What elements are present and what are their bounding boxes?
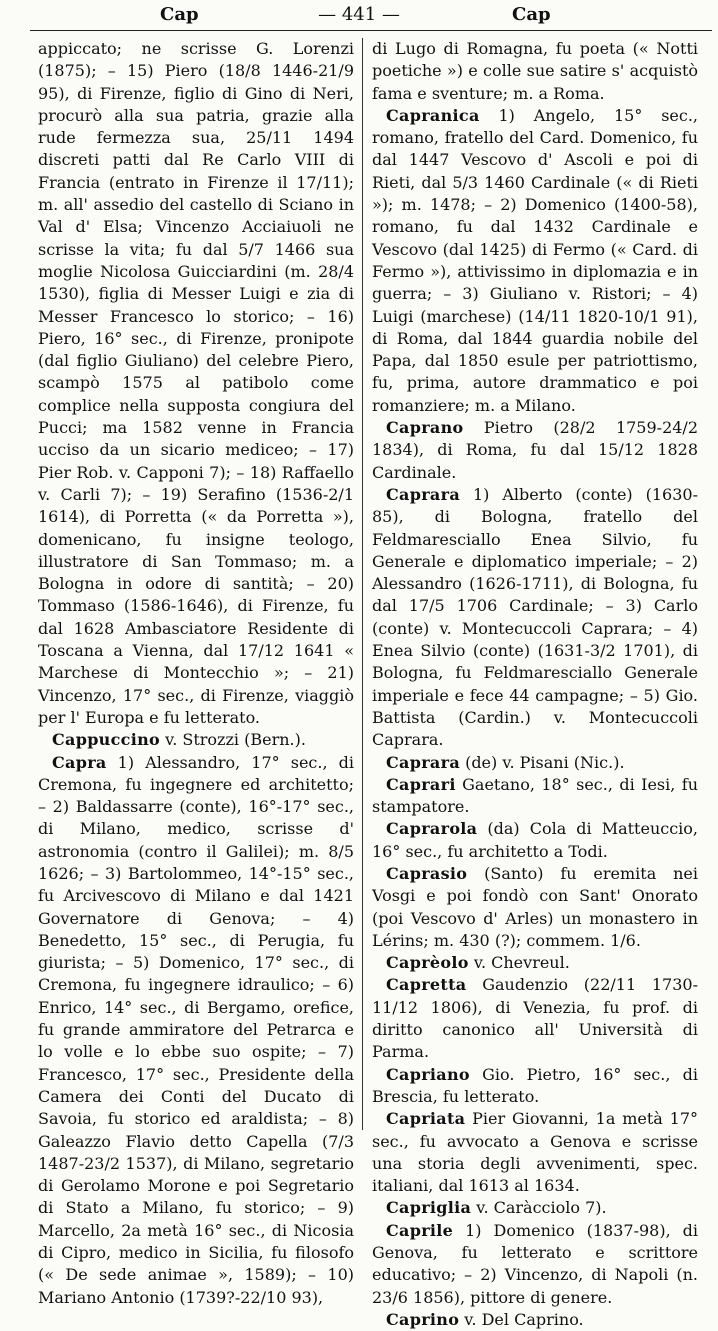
entry-headword: Caprano bbox=[386, 418, 464, 438]
entry-text: 1) Angelo, 15° sec., romano, fratello del Card. Domenico, fu dal 1447 Vescovo d' Ascoli e poi di Rieti, dal 5/3 1460 Cardinale (« di Rieti »); m. 1478; – 2) Domenico (1400-58), romano, fu dal 1432 Cardinale e Vescovo (dal 1425) di Fermo (« Card. di Fermo »), attivissimo in diplomazia e in guerra; – 3) Giuliano v. Ristori; – 4) Luigi (marchese) (14/11 1820-10/1 91), di Roma, dal 1844 guardia nobile del Papa, dal 1850 esule per patriottismo, fu, prima, autore drammatico e poi romanziere; m. a Milano. bbox=[372, 105, 698, 415]
entry-text: v. Strozzi (Bern.). bbox=[159, 730, 306, 750]
left-column bbox=[38, 38, 354, 1307]
entry-text: Gaetano, 18° sec., di Iesi, fu stampatore. bbox=[372, 774, 698, 817]
entry-headword: Capra bbox=[52, 752, 107, 772]
entry-text: appiccato; ne scrisse G. Lorenzi (1875); – 15) Piero (18/8 1446-21/9 95), di Firenze, figlio di Gino di Neri, procurò alla sua patria, grazie alla rude fermezza sua, 25/11 1494 discreti patti dal Re Carlo VIII di Francia (entrato in Firenze il 17/11); m. all' assedio del castello di Sciano in Val d' Elsa; Vincenzo Acciaiuoli ne scrisse la vita; fu dal 5/7 1466 sua moglie Nicolosa Guicciardini (m. 28/4 1530), figlia di Messer Luigi e zia di Messer Francesco lo storico; – 16) Piero, 16° sec., di Firenze, pronipote (dal figlio Giuliano) del celebre Piero, scampò 1575 al patibolo come complice nella supposta congiura del Pucci; ma 1582 venne in Francia ucciso da un sicario mediceo; – 17) Pier Rob. v. Capponi 7); – 18) Raffaello v. Carli 7); – 19) Serafino (1536-2/1 1614), di Porretta (« da Porretta »), domenicano, fu insigne teologo, illustratore di San Tommaso; m. a Bologna in odore di santità; – 20) Tommaso (1586-1646), di Firenze, fu dal 1628 Ambasciatore Residente di Toscana a Vienna, dal 17/12 1641 « Marchese di Montecchio »; – 21) Vincenzo, 17° sec., di Firenze, viaggiò per l' Europa e fu letterato. bbox=[38, 39, 354, 727]
dictionary-entry bbox=[372, 974, 698, 1063]
entry-text: 1) Domenico (1837-98), di Genova, fu letterato e scrittore educativo; – 2) Vincenzo, di Napoli (n. 23/6 1856), pittore di genere. bbox=[372, 1220, 698, 1307]
dictionary-entry bbox=[372, 1108, 698, 1197]
entry-text: Gaudenzio (22/11 1730-11/12 1806), di Venezia, fu prof. di diritto canonico all' Università di Parma. bbox=[372, 975, 698, 1062]
entry-text: v. Caràcciolo 7). bbox=[471, 1198, 607, 1218]
dictionary-entry bbox=[372, 38, 698, 105]
entry-headword: Caprèolo bbox=[386, 953, 469, 973]
page-number: — 441 — bbox=[318, 4, 400, 25]
entry-text: 1) Alessandro, 17° sec., di Cremona, fu ingegnere ed architetto; – 2) Baldassarre (conte), 16°-17° sec., di Milano, medico, scrisse d' astronomia (contro il Galilei); m. 8/5 1626; – 3) Bartolommeo, 14°-15° sec., fu Arcivescovo di Milano e dal 1421 Governatore di Genova; – 4) Benedetto, 15° sec., di Perugia, fu giurista; – 5) Domenico, 17° sec., di Cremona, fu ingegnere idraulico; – 6) Enrico, 14° sec., di Bergamo, orefice, fu grande ammiratore del Petrarca e lo volle e lo ebbe suo ospite; – 7) Francesco, 17° sec., Presidente della Camera dei Conti del Ducato di Savoia, fu storico ed araldista; – 8) Galeazzo Flavio detto Capella (7/3 1487-23/2 1537), di Milano, segretario di Gerolamo Morone e poi Segretario di Stato a Milano, fu storico; – 9) Marcello, 2a metà 16° sec., di Nicosia di Cipro, medico in Sicilia, fu filosofo (« De sede animae », 1589); – 10) Mariano Antonio (1739?-22/10 93), bbox=[38, 752, 354, 1307]
dictionary-entry bbox=[38, 729, 354, 751]
entry-text: (de) v. Pisani (Nic.). bbox=[459, 752, 625, 772]
entry-headword: Caprara bbox=[386, 752, 460, 772]
dictionary-entry bbox=[372, 863, 698, 952]
dictionary-entry bbox=[38, 38, 354, 729]
dictionary-entry bbox=[372, 1197, 698, 1219]
right-column bbox=[372, 38, 698, 1329]
dictionary-entry bbox=[372, 1220, 698, 1309]
entry-headword: Caprarola bbox=[386, 819, 478, 839]
entry-text: v. Del Caprino. bbox=[459, 1309, 584, 1329]
entry-headword: Capriano bbox=[386, 1064, 470, 1084]
entry-headword: Capriglia bbox=[386, 1198, 472, 1218]
entry-text: di Lugo di Romagna, fu poeta (« Notti poetiche ») e colle sue satire s' acquistò fama e sventure; m. a Roma. bbox=[372, 39, 698, 103]
entry-headword: Cappuccino bbox=[52, 730, 160, 750]
dictionary-entry bbox=[372, 417, 698, 484]
entry-text: Pietro (28/2 1759-24/2 1834), di Roma, fu dal 15/12 1828 Cardinale. bbox=[372, 418, 698, 482]
entry-headword: Capranica bbox=[386, 105, 480, 125]
entry-text: (da) Cola di Matteuccio, 16° sec., fu architetto a Todi. bbox=[372, 819, 698, 861]
dictionary-entry bbox=[372, 774, 698, 819]
dictionary-entry bbox=[38, 752, 354, 1309]
entry-text: v. Chevreul. bbox=[468, 953, 570, 973]
entry-headword: Caprile bbox=[386, 1220, 454, 1240]
dictionary-entry bbox=[372, 105, 698, 417]
running-head-right: Cap bbox=[512, 4, 551, 25]
entry-headword: Capretta bbox=[386, 975, 467, 995]
entry-text: 1) Alberto (conte) (1630-85), di Bologna, fratello del Feldmaresciallo Enea Silvio, fu Generale e diplomatico imperiale; – 2) Alessandro (1626-1711), di Bologna, fu dal 17/5 1706 Cardinale; – 3) Carlo (conte) v. Montecuccoli Caprara; – 4) Enea Silvio (conte) (1631-3/2 1701), di Bologna, fu Feldmaresciallo Generale imperiale e fece 44 campagne; – 5) Gio. Battista (Cardin.) v. Montecuccoli Caprara. bbox=[372, 484, 698, 750]
running-head-left: Cap bbox=[160, 4, 199, 25]
entry-headword: Caprari bbox=[386, 774, 456, 794]
entry-text: Gio. Pietro, 16° sec., di Brescia, fu letterato. bbox=[372, 1064, 698, 1106]
dictionary-entry bbox=[372, 1064, 698, 1109]
entry-headword: Caprasio bbox=[386, 863, 468, 883]
dictionary-entry bbox=[372, 752, 698, 774]
dictionary-entry bbox=[372, 484, 698, 752]
page-header bbox=[0, 0, 718, 30]
header-rule bbox=[30, 30, 712, 31]
entry-headword: Capriata bbox=[386, 1109, 466, 1129]
entry-text: Pier Giovanni, 1a metà 17° sec., fu avvocato a Genova e scrisse una storia degli avvenimenti, spec. italiani, dal 1613 al 1634. bbox=[372, 1109, 698, 1196]
column-divider bbox=[362, 38, 363, 1130]
dictionary-entry bbox=[372, 818, 698, 863]
entry-headword: Caprara bbox=[386, 484, 460, 504]
dictionary-entry bbox=[372, 1309, 698, 1331]
entry-text: (Santo) fu eremita nei Vosgi e poi fondò con Sant' Onorato (poi Vescovo d' Arles) un monastero in Lérins; m. 430 (?); commem. 1/6. bbox=[372, 863, 698, 950]
entry-headword: Caprino bbox=[386, 1309, 460, 1329]
dictionary-entry bbox=[372, 952, 698, 974]
